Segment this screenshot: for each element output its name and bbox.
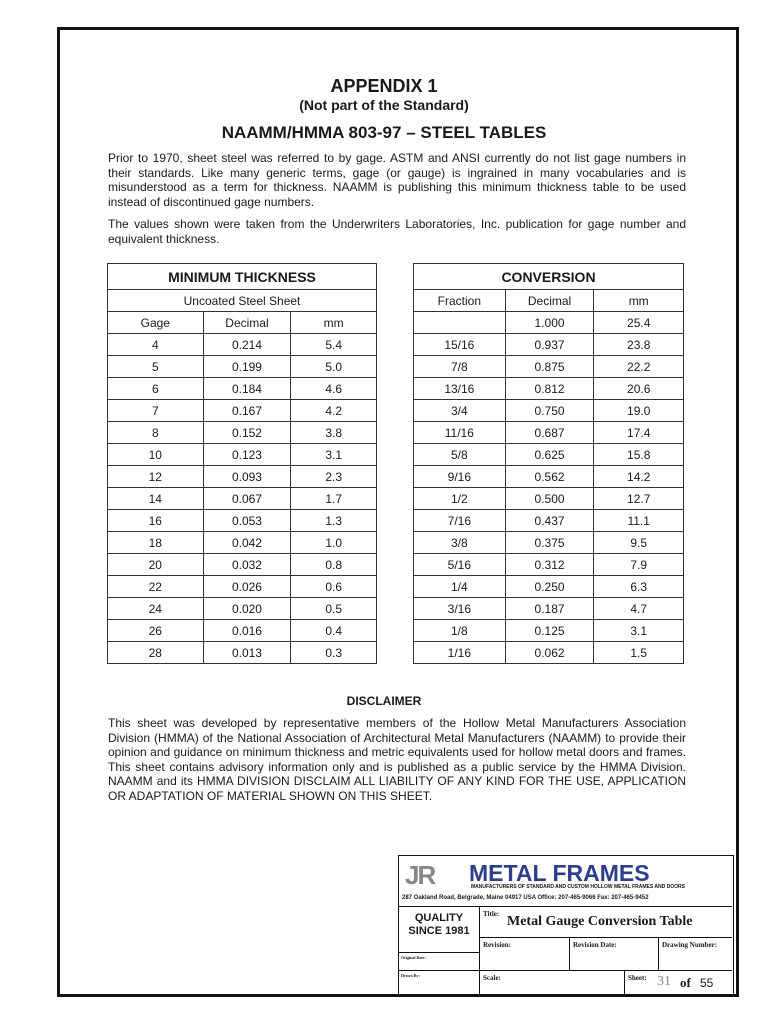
table-cell: 15.8 bbox=[594, 444, 684, 466]
table-cell: 3/4 bbox=[414, 400, 506, 422]
table-row bbox=[414, 576, 684, 598]
table-cell: 0.500 bbox=[505, 488, 594, 510]
table-row bbox=[108, 576, 377, 598]
table-cell: 11.1 bbox=[594, 510, 684, 532]
table-cell: 0.032 bbox=[203, 554, 291, 576]
conversion-table bbox=[413, 263, 684, 664]
table-row bbox=[414, 642, 684, 664]
drawn-by-label: Drawn By: bbox=[401, 973, 420, 978]
table-cell: 7 bbox=[108, 400, 204, 422]
table-cell: 0.020 bbox=[203, 598, 291, 620]
table-cell: 0.167 bbox=[203, 400, 291, 422]
revision-label: Revision: bbox=[483, 941, 511, 949]
table-cell: 7/8 bbox=[414, 356, 506, 378]
table-cell: 1/4 bbox=[414, 576, 506, 598]
table-row bbox=[414, 378, 684, 400]
table-row bbox=[414, 400, 684, 422]
table-cell: 0.125 bbox=[505, 620, 594, 642]
table-cell: 0.199 bbox=[203, 356, 291, 378]
table-cell: 26 bbox=[108, 620, 204, 642]
table-cell: 3.1 bbox=[594, 620, 684, 642]
table-cell: 1/2 bbox=[414, 488, 506, 510]
table-cell: 3/16 bbox=[414, 598, 506, 620]
company-logo bbox=[399, 856, 732, 890]
table-cell: 0.4 bbox=[291, 620, 377, 642]
table-row bbox=[414, 312, 684, 334]
table-cell: 0.152 bbox=[203, 422, 291, 444]
table-cell: 6 bbox=[108, 378, 204, 400]
table-cell: 3/8 bbox=[414, 532, 506, 554]
table-cell: 9.5 bbox=[594, 532, 684, 554]
table-cell: 4.2 bbox=[291, 400, 377, 422]
table-cell: 14 bbox=[108, 488, 204, 510]
table-cell: 19.0 bbox=[594, 400, 684, 422]
table-cell: 0.3 bbox=[291, 642, 377, 664]
table-row bbox=[414, 356, 684, 378]
drawing-title: Metal Gauge Conversion Table bbox=[507, 914, 693, 929]
table-row bbox=[108, 356, 377, 378]
minimum-thickness-table bbox=[107, 263, 377, 664]
table-row bbox=[108, 334, 377, 356]
table-cell: 1.0 bbox=[291, 532, 377, 554]
table-cell: 0.053 bbox=[203, 510, 291, 532]
table-title: CONVERSION bbox=[414, 264, 684, 290]
table-cell: 8 bbox=[108, 422, 204, 444]
table-row bbox=[414, 620, 684, 642]
company-address: 287 Oakland Road, Belgrade, Maine 04917 USA Office: 207-465-9066 Fax: 207-465-9452 bbox=[402, 895, 649, 901]
table-cell: 0.8 bbox=[291, 554, 377, 576]
table-cell: 6.3 bbox=[594, 576, 684, 598]
table-cell: 0.812 bbox=[505, 378, 594, 400]
disclaimer-paragraph: This sheet was developed by representative members of the Hollow Metal Manufacturers Association Division (HMMA) of the National Association of Architectural Metal Manufacturers (NAAMM) to provide their opinion and guidance on minimum thickness and metric equivalents used for hollow metal doors and frames. This sheet contains advisory information only and is published as a public service by the HMMA Division. NAAMM and its HMMA DIVISION DISCLAIM ALL LIABILITY OF ANY KIND FOR THE USE, APPLICATION OR ADAPTATION OF MATERIAL SHOWN ON THIS SHEET. bbox=[108, 716, 686, 803]
table-cell: 0.214 bbox=[203, 334, 291, 356]
table-cell: 5.0 bbox=[291, 356, 377, 378]
table-cell: 20.6 bbox=[594, 378, 684, 400]
revision-date-label: Revision Date: bbox=[573, 941, 617, 949]
column-header: Decimal bbox=[203, 312, 291, 334]
not-part-subheading: (Not part of the Standard) bbox=[299, 97, 469, 113]
table-cell: 0.016 bbox=[203, 620, 291, 642]
table-cell: 24 bbox=[108, 598, 204, 620]
jr-logo-mark: JR bbox=[405, 860, 435, 890]
company-name: METAL FRAMES bbox=[469, 860, 650, 886]
quality-badge: QUALITY SINCE 1981 bbox=[408, 912, 470, 937]
table-cell: 0.437 bbox=[505, 510, 594, 532]
table-cell: 7.9 bbox=[594, 554, 684, 576]
of-label: of bbox=[680, 975, 691, 990]
table-cell: 0.187 bbox=[505, 598, 594, 620]
table-row bbox=[414, 554, 684, 576]
table-row bbox=[108, 400, 377, 422]
table-cell: 0.687 bbox=[505, 422, 594, 444]
table-cell: 0.937 bbox=[505, 334, 594, 356]
table-cell: 14.2 bbox=[594, 466, 684, 488]
table-subtitle: Uncoated Steel Sheet bbox=[108, 290, 377, 312]
table-row bbox=[414, 510, 684, 532]
table-cell: 0.6 bbox=[291, 576, 377, 598]
title-label: Title: bbox=[483, 910, 500, 918]
table-row bbox=[108, 466, 377, 488]
table-row bbox=[414, 422, 684, 444]
table-row bbox=[108, 532, 377, 554]
sheet-total: 55 bbox=[700, 976, 714, 990]
table-cell: 20 bbox=[108, 554, 204, 576]
table-cell: 9/16 bbox=[414, 466, 506, 488]
table-cell: 2.3 bbox=[291, 466, 377, 488]
table-row bbox=[414, 334, 684, 356]
table-cell: 18 bbox=[108, 532, 204, 554]
disclaimer-heading: DISCLAIMER bbox=[346, 694, 422, 708]
table-cell: 1.000 bbox=[505, 312, 594, 334]
table-row bbox=[108, 378, 377, 400]
sheet-number: 31 bbox=[657, 974, 671, 989]
table-cell: 28 bbox=[108, 642, 204, 664]
column-header: Gage bbox=[108, 312, 204, 334]
table-title: MINIMUM THICKNESS bbox=[108, 264, 377, 290]
table-cell: 7/16 bbox=[414, 510, 506, 532]
table-cell: 1/8 bbox=[414, 620, 506, 642]
table-cell: 0.562 bbox=[505, 466, 594, 488]
table-cell: 0.5 bbox=[291, 598, 377, 620]
table-cell: 13/16 bbox=[414, 378, 506, 400]
table-cell: 0.062 bbox=[505, 642, 594, 664]
column-header: Decimal bbox=[505, 290, 594, 312]
table-row bbox=[414, 598, 684, 620]
table-row bbox=[108, 642, 377, 664]
table-row bbox=[108, 444, 377, 466]
sheet-label: Sheet: bbox=[628, 974, 647, 982]
table-cell: 4 bbox=[108, 334, 204, 356]
table-cell: 0.093 bbox=[203, 466, 291, 488]
table-row bbox=[108, 422, 377, 444]
table-cell: 1/16 bbox=[414, 642, 506, 664]
table-cell: 22.2 bbox=[594, 356, 684, 378]
table-cell: 0.312 bbox=[505, 554, 594, 576]
table-cell: 4.7 bbox=[594, 598, 684, 620]
table-cell: 16 bbox=[108, 510, 204, 532]
table-cell: 1.7 bbox=[291, 488, 377, 510]
table-row bbox=[414, 532, 684, 554]
table-cell: 3.8 bbox=[291, 422, 377, 444]
source-paragraph: The values shown were taken from the Underwriters Laboratories, Inc. publication for gage number and equivalent thickness. bbox=[108, 217, 686, 246]
table-cell: 5/16 bbox=[414, 554, 506, 576]
table-cell: 11/16 bbox=[414, 422, 506, 444]
table-row bbox=[414, 444, 684, 466]
table-cell: 0.026 bbox=[203, 576, 291, 598]
column-header: mm bbox=[291, 312, 377, 334]
company-tagline: MANUFACTURERS OF STANDARD AND CUSTOM HOLLOW METAL FRAMES AND DOORS bbox=[471, 884, 685, 890]
table-cell: 17.4 bbox=[594, 422, 684, 444]
table-row bbox=[108, 620, 377, 642]
table-row bbox=[414, 488, 684, 510]
table-cell: 5/8 bbox=[414, 444, 506, 466]
title-block bbox=[398, 855, 734, 995]
table-cell: 5.4 bbox=[291, 334, 377, 356]
table-row bbox=[108, 488, 377, 510]
original-date-label: Original Date: bbox=[401, 955, 426, 960]
table-cell bbox=[414, 312, 506, 334]
table-row bbox=[414, 466, 684, 488]
table-cell: 12 bbox=[108, 466, 204, 488]
table-cell: 0.750 bbox=[505, 400, 594, 422]
table-row bbox=[108, 598, 377, 620]
table-cell: 23.8 bbox=[594, 334, 684, 356]
drawing-number-label: Drawing Number: bbox=[662, 941, 718, 949]
scale-label: Scale: bbox=[483, 974, 501, 982]
table-cell: 3.1 bbox=[291, 444, 377, 466]
table-cell: 12.7 bbox=[594, 488, 684, 510]
table-cell: 1.5 bbox=[594, 642, 684, 664]
table-row bbox=[108, 510, 377, 532]
intro-paragraph: Prior to 1970, sheet steel was referred to by gage. ASTM and ANSI currently do not list gage numbers in their standards. Like many generic terms, gage (or gauge) is ingrained in many vocabularies and is misunderstood as a term for thickness. NAAMM is publishing this minimum thickness table to be used instead of discontinued gage numbers. bbox=[108, 151, 686, 209]
table-cell: 4.6 bbox=[291, 378, 377, 400]
table-cell: 1.3 bbox=[291, 510, 377, 532]
table-cell: 10 bbox=[108, 444, 204, 466]
table-cell: 0.013 bbox=[203, 642, 291, 664]
table-cell: 0.184 bbox=[203, 378, 291, 400]
table-cell: 0.250 bbox=[505, 576, 594, 598]
table-cell: 0.067 bbox=[203, 488, 291, 510]
table-row bbox=[108, 554, 377, 576]
table-cell: 0.375 bbox=[505, 532, 594, 554]
table-cell: 25.4 bbox=[594, 312, 684, 334]
table-cell: 0.875 bbox=[505, 356, 594, 378]
table-cell: 0.123 bbox=[203, 444, 291, 466]
table-cell: 22 bbox=[108, 576, 204, 598]
table-cell: 15/16 bbox=[414, 334, 506, 356]
document-title: NAAMM/HMMA 803-97 – STEEL TABLES bbox=[221, 123, 547, 142]
appendix-heading: APPENDIX 1 bbox=[330, 76, 438, 96]
column-header: Fraction bbox=[414, 290, 506, 312]
column-header: mm bbox=[594, 290, 684, 312]
table-cell: 0.042 bbox=[203, 532, 291, 554]
table-cell: 0.625 bbox=[505, 444, 594, 466]
table-cell: 5 bbox=[108, 356, 204, 378]
